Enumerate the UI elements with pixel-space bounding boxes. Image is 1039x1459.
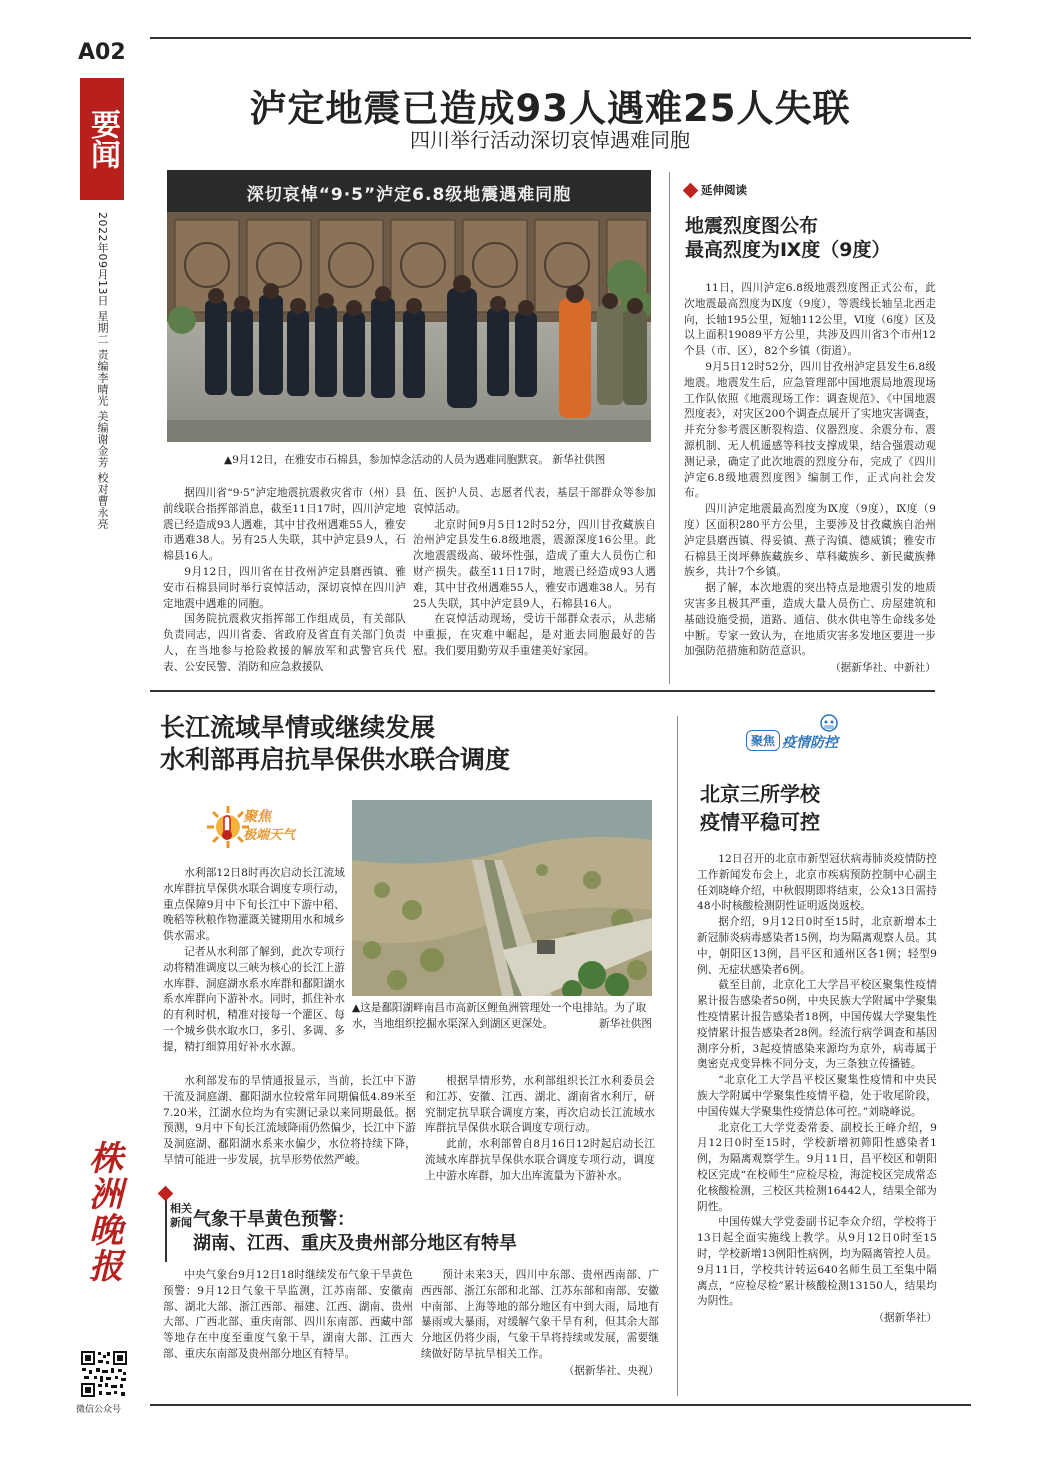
sidebar-p4: 据了解，本次地震的突出特点是地震引发的地质灾害多且极其严重，造成大量人员伤亡、房屋建筑和基础设施受损，道路、通信、供水供电等生命线多处中断。专家一致认为，在地质灾害多发地区要进一步加强防范措施和防范意识。 <box>684 582 936 658</box>
dry-lake-credit: 新华社供图 <box>599 1018 652 1030</box>
drought-p1: 水利部12日8时再次启动长江流域水库群抗旱保供水联合调度专项行动，重点保障9月中下旬长江中下游中稻、晚稻等秋粮作物灌溉关键期用水和城乡供水需求。 <box>163 867 345 943</box>
covid-p1: 12日召开的北京市新型冠状病毒肺炎疫情防控工作新闻发布会上，北京市疾病预防控制中心副主任刘晓峰介绍，中秋假期即将结束，公众13日需持48小时核酸检测阴性证明返岗返校。 <box>697 853 937 913</box>
sidebar-p3: 四川泸定地震最高烈度为Ⅸ度（9度），Ⅸ度（9度）区面积280平方公里，主要涉及甘孜藏族自治州泸定县磨西镇、得妥镇、燕子沟镇、德威镇；雅安市石棉县王岗坪彝族藏族乡、草科藏族乡、新民藏族彝族乡，共计7个乡镇。 <box>684 503 936 579</box>
lead-col-1 <box>163 486 406 678</box>
related-label-box <box>165 1190 192 1262</box>
related-headline-2: 湖南、江西、重庆及贵州部分地区有特旱 <box>193 1233 517 1254</box>
page-number: A02 <box>78 40 126 65</box>
sidebar-source: （据新华社、中新社） <box>830 662 936 673</box>
kicker-diamond-icon <box>683 182 699 198</box>
drought-headline-1: 长江流域旱情或继续发展 <box>160 713 436 742</box>
sidebar-p2: 9月5日12时52分，四川甘孜州泸定县发生6.8级地震。地震发生后，应急管理部中国地震局地震现场工作队依照《地震现场工作：调查规范》、《中国地震烈度表》，对灾区200个调查点展开了实地灾害调查，并充分参考震区断裂构造、仪器烈度、余震分布、震源机制、无人机遥感等科技支撑成果，结合强震动观测记录，确定了此次地震的烈度分布，完成了《四川泸定6.8级地震烈度图》编制工作，正式向社会发布。 <box>684 360 936 500</box>
related-col-2 <box>421 1268 659 1394</box>
dry-lake-photo-art <box>352 800 652 996</box>
top-rule <box>150 37 971 39</box>
covid-source: （据新华社） <box>873 1312 937 1325</box>
dry-lake-caption: ▲这是鄱阳湖畔南昌市高新区鲤鱼洲管理处一个电排站。为了取水，当地组织挖掘水渠深入到湖区更深处。 <box>352 1002 647 1030</box>
memorial-photo-art <box>167 170 651 442</box>
weather-badge-line2: 极端天气 <box>243 828 296 843</box>
covid-p4: “北京化工大学昌平校区聚集性疫情和中央民族大学附属中学聚集性疫情平稳，处于收尾阶段，中国传媒大学聚集性疫情总体可控。”刘晓峰说。 <box>697 1074 937 1118</box>
sidebar-kicker-label: 延伸阅读 <box>701 183 747 197</box>
sidebar-headline-2: 最高烈度为Ⅸ度（9度） <box>685 239 891 261</box>
covid-p2: 据介绍，9月12日0时至15时，北京新增本土新冠肺炎病毒感染者15例，均为隔离观察人员。其中，朝阳区13例，昌平区和通州区各1例；轻型9例、无症状感染者6例。 <box>697 916 937 976</box>
covid-headline-2: 疫情平稳可控 <box>700 810 820 834</box>
covid-headline-1: 北京三所学校 <box>700 782 820 806</box>
related-p1: 中央气象台9月12日18时继续发布气象干旱黄色预警：9月12日气象干旱监测，江苏南部、安徽南部、湖北大部、浙江西部、福建、江西、湖南、贵州大部、广西北部、重庆南部、四川东南部、西藏中部等地存在中度至重度气象干旱，湖南大部、江西大部、重庆东南部及贵州部分地区有特旱。 <box>163 1269 413 1360</box>
drought-p4: 根据旱情形势，水利部组织长江水利委员会和江苏、安徽、江西、湖北、湖南省水利厅，研究制定抗旱联合调度方案，再次启动长江流域水库群抗旱保供水联合调度专项行动。 <box>425 1075 655 1135</box>
drought-col-2 <box>425 1074 655 1186</box>
covid-p6: 中国传媒大学党委副书记李众介绍，学校将于13日起全面实施线上教学。从9月12日0时至15时，学校新增13例阳性病例，均为隔离管控人员。9月11日，学校共计转运640名师生员工至集中隔离点，“应检尽检”累计核酸检测13150人，结果均为阴性。 <box>697 1216 937 1308</box>
lead-p6: 在哀悼活动现场，受访干部群众表示，从悲痛中重振，在灾难中崛起，是对逝去同胞最好的告慰。我们要用勤劳双手重建美好家园。 <box>413 613 656 657</box>
bottom-rule <box>150 1404 971 1406</box>
covid-badge <box>740 718 860 766</box>
dry-lake-photo <box>352 800 652 996</box>
issue-info: 2022年09月13日 星期二 责编李晴光 美编谢金芳 校对曹永亮 <box>96 212 109 530</box>
mid-rule <box>150 690 935 692</box>
lead-p5: 北京时间9月5日12时52分，四川甘孜藏族自治州泸定县发生6.8级地震，震源深度16公里。此次地震震级高、破坏性强，造成了重大人员伤亡和财产损失。截至11日17时，地震已经造成93人遇难，其中甘孜州遇难55人，雅安市遇难38人。另有25人失联，其中泸定县9人，石棉县16人。 <box>413 518 656 610</box>
lead-p2: 9月12日，四川省在甘孜州泸定县磨西镇、雅安市石棉县同时举行哀悼活动，深切哀悼在四川泸定地震中遇难的同胞。 <box>163 565 406 610</box>
paper-logo <box>78 1140 128 1340</box>
lead-subheadline: 四川举行活动深切哀悼遇难同胞 <box>410 128 690 152</box>
paper-name: 株洲晚报 <box>82 1140 123 1284</box>
covid-divider <box>677 716 678 1396</box>
memorial-photo <box>167 170 651 442</box>
drought-p2: 记者从水利部了解到，此次专项行动将精准调度以三峡为核心的长江上游水库群、洞庭湖水系水库群和鄱阳湖水系水库群向下游补水。同时，抓住补水的有利时机，精准对接每一个灌区、每一个城乡供水取水口，多引、多调、多提，精打细算用好补水水源。 <box>163 945 345 1053</box>
sidebar-headline-1: 地震烈度图公布 <box>685 215 819 237</box>
drought-col-1b <box>163 1074 416 1186</box>
weather-badge <box>205 804 325 850</box>
qr-label: 微信公众号 <box>76 1405 122 1415</box>
related-col-1 <box>163 1268 413 1388</box>
related-p2: 预计未来3天，四川中东部、贵州西南部、广西西部、浙江东部和北部、江苏东部和南部、安徽中南部、上海等地的部分地区有中到大雨，局地有暴雨或大暴雨，对缓解气象干旱有利，但其余大部分地区仍将少雨，气象干旱将持续或发展，需要继续做好防旱抗旱相关工作。 <box>421 1269 659 1360</box>
drought-p5: 此前，水利部曾自8月16日12时起启动长江流域水库群抗旱保供水联合调度专项行动，调度上中游水库群，加大出库流量为下游补水。 <box>425 1138 655 1182</box>
covid-badge-line2: 疫情防控 <box>782 735 838 751</box>
related-diamond-icon <box>158 1186 174 1202</box>
mascot-icon <box>818 712 840 732</box>
related-headline-1: 气象干旱黄色预警： <box>193 1209 355 1230</box>
covid-badge-line1: 聚焦 <box>746 730 780 751</box>
sidebar-kicker <box>685 182 747 198</box>
related-source: （据新华社、央视） <box>563 1364 659 1377</box>
weather-badge-line1: 聚焦 <box>243 809 271 825</box>
section-tag-label: 要闻 <box>85 109 120 169</box>
lead-p4: 伍、医护人员、志愿者代表，基层干部群众等参加哀悼活动。 <box>413 487 656 515</box>
sidebar-p1: 11日，四川泸定6.8级地震烈度图正式公布，此次地震最高烈度为Ⅸ度（9度），等震线长轴呈北西走向，长轴195公里，短轴112公里，Ⅵ度（6度）区及以上面积19089平方公里，共涉及四川省3个市州12个县（市、区），82个乡镇（街道）。 <box>684 282 936 358</box>
section-tag <box>80 78 124 200</box>
qr-code <box>80 1350 128 1398</box>
related-label: 相关新闻 <box>170 1202 192 1229</box>
drought-p3: 水利部发布的旱情通报显示，当前，长江中下游干流及洞庭湖、鄱阳湖水位较常年同期偏低4.89米至7.20米，江湖水位均为有实测记录以来同期最低。据预测，9月中下旬长江流域降雨仍然偏少，长江中下游及洞庭湖、鄱阳湖水系来水偏少，水位将持续下降，旱情可能进一步发展，抗旱形势依然严峻。 <box>163 1075 416 1166</box>
lead-p3: 国务院抗震救灾指挥部工作组成员，有关部队负责同志，四川省委、省政府及省直有关部门负责人，在当地参与抢险救援的解放军和武警官兵代表、公安民警、消防和应急救援队 <box>163 613 406 673</box>
sidebar-body <box>684 281 936 673</box>
lead-headline: 泸定地震已造成93人遇难25人失联 <box>249 87 851 130</box>
lead-col-2 <box>413 486 656 678</box>
memorial-banner: 深切哀悼“9·5”泸定6.8级地震遇难同胞 <box>246 185 572 205</box>
covid-p3: 截至目前，北京化工大学昌平校区聚集性疫情累计报告感染者50例，中央民族大学附属中学聚集性疫情累计报告感染者18例，中国传媒大学聚集性疫情累计报告感染者28例。经流行病学调查和基因测序分析，3起疫情感染来源均为京外，病毒属于奥密克戎变异株不同分支，为三条独立传播链。 <box>697 979 937 1071</box>
lead-divider <box>669 172 670 684</box>
lead-p1: 据四川省“9·5”泸定地震抗震救灾省市（州）县前线联合指挥部消息，截至11日17时，四川泸定地震已经造成93人遇难，其中甘孜州遇难55人，雅安市遇难38人。另有25人失联，其中泸定县9人，石棉县16人。 <box>163 487 406 563</box>
covid-p5: 北京化工大学党委常委、副校长王峰介绍，9月12日0时至15时，学校新增初筛阳性感染者1例，为隔离观察学生。9月11日，昌平校区和朝阳校区完成“在校师生”应检尽检，海淀校区完成常态化核酸检测，三校区共检测16442人，结果全部为阴性。 <box>697 1121 937 1213</box>
covid-body <box>697 852 937 1394</box>
memorial-caption: ▲9月12日，在雅安市石棉县，参加悼念活动的人员为遇难同胞默哀。 新华社供图 <box>224 454 606 466</box>
drought-headline-2: 水利部再启抗旱保供水联合调度 <box>160 745 511 774</box>
